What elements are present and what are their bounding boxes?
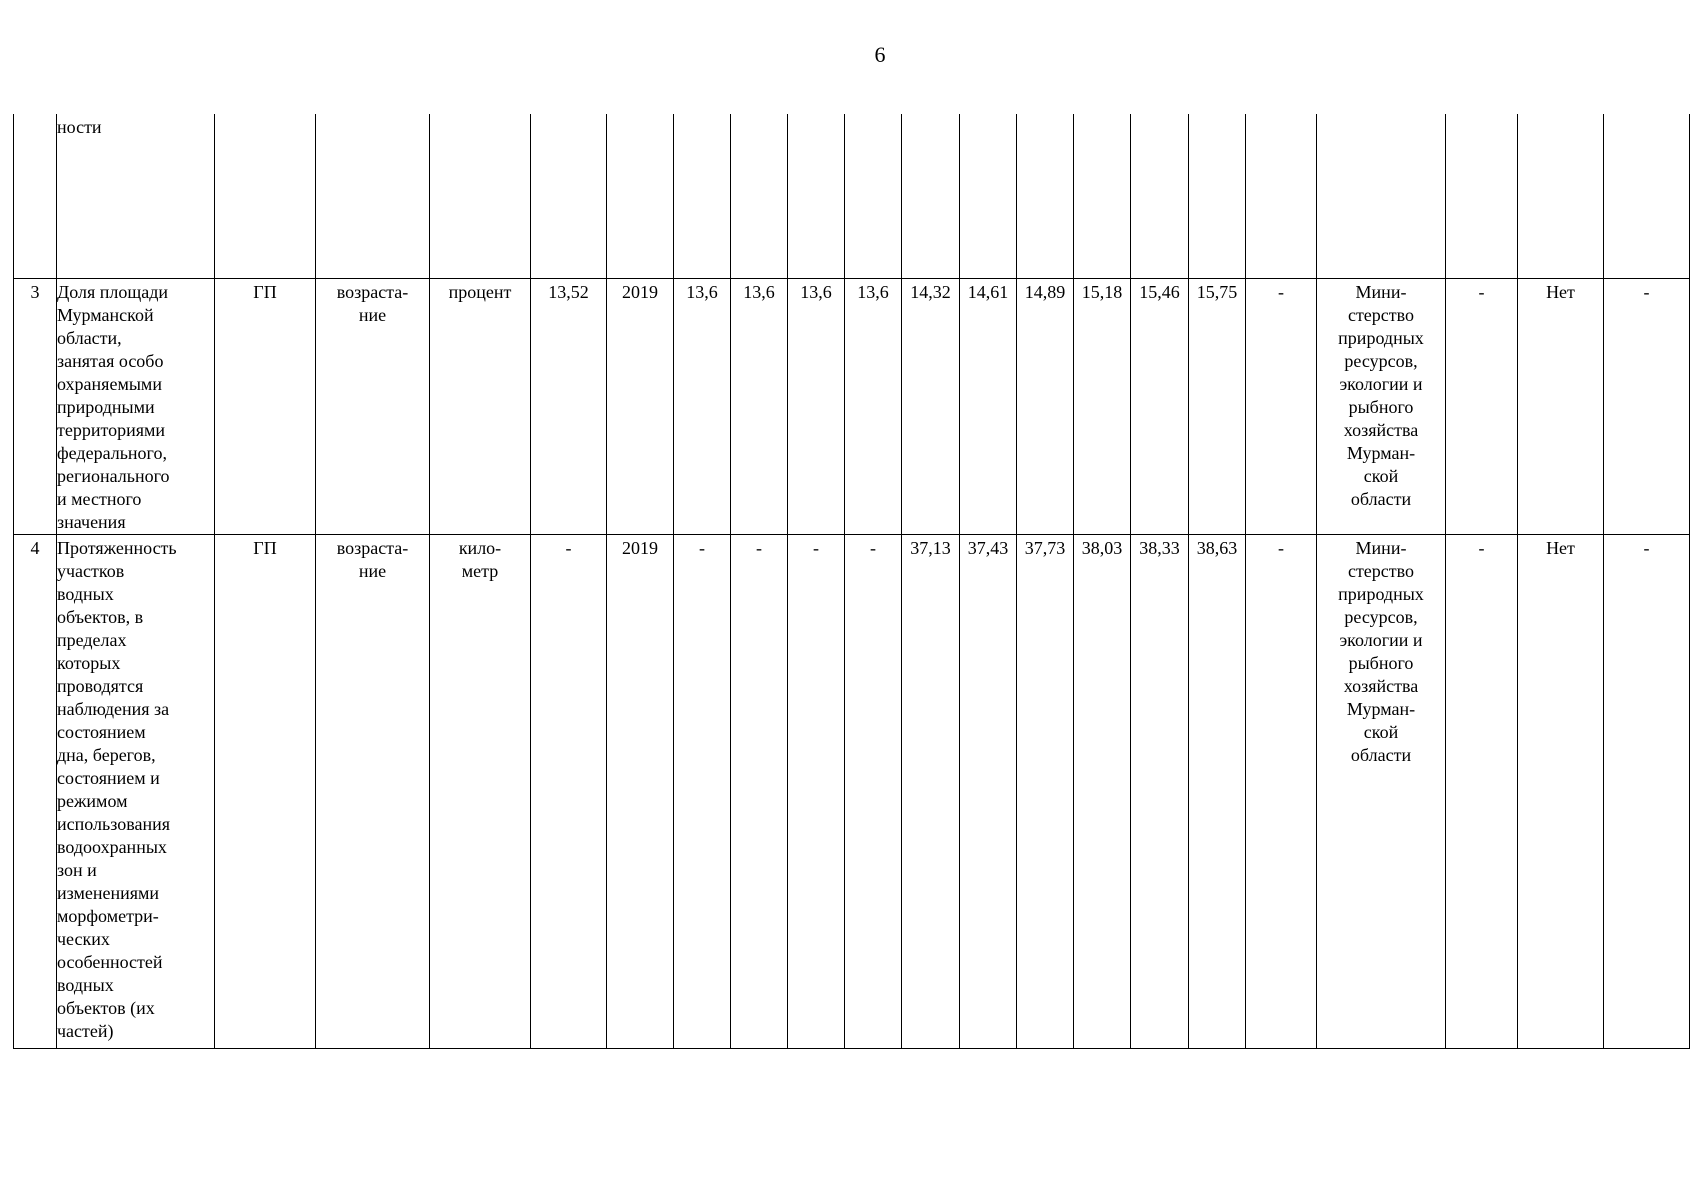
- cell-empty: [1518, 114, 1604, 278]
- cell-value: -: [788, 534, 845, 1048]
- cell-empty: [788, 114, 845, 278]
- cell-empty: [960, 114, 1017, 278]
- cell-value: 14,89: [1017, 278, 1074, 534]
- cell-value: -: [731, 534, 788, 1048]
- cell-base-value: 13,52: [531, 278, 607, 534]
- indicator-name: Доля площади Мурманской области, занятая особо охраняемыми природными территориями федерального, регионального и местного значения: [57, 281, 170, 532]
- trend-text: возраста- ние: [336, 537, 409, 581]
- cell-value: 37,13: [902, 534, 960, 1048]
- table-row: [14, 534, 1690, 1048]
- cell-value: 13,6: [845, 278, 902, 534]
- indicator-name: ности: [57, 117, 102, 137]
- cell-empty: [430, 114, 531, 278]
- cell-empty: [1189, 114, 1246, 278]
- cell-empty: [902, 114, 960, 278]
- cell-value: 15,18: [1074, 278, 1131, 534]
- cell-empty: [674, 114, 731, 278]
- cell-num: 4: [14, 534, 57, 1048]
- cell-value: 14,61: [960, 278, 1017, 534]
- cell-empty: [1446, 114, 1518, 278]
- cell-name: [57, 114, 215, 278]
- cell-responsible: [1317, 278, 1446, 534]
- cell-value: 38,33: [1131, 534, 1189, 1048]
- cell-col17: -: [1246, 534, 1317, 1048]
- cell-value: 37,43: [960, 534, 1017, 1048]
- cell-empty: [845, 114, 902, 278]
- page-number: 6: [874, 42, 886, 67]
- cell-value: 38,63: [1189, 534, 1246, 1048]
- cell-empty: [1131, 114, 1189, 278]
- cell-base-year: 2019: [607, 534, 674, 1048]
- cell-value: 14,32: [902, 278, 960, 534]
- unit-text: процент: [448, 281, 512, 302]
- cell-empty: [215, 114, 316, 278]
- cell-value: 15,46: [1131, 278, 1189, 534]
- cell-value: 38,03: [1074, 534, 1131, 1048]
- cell-col21: -: [1604, 278, 1690, 534]
- cell-col17: -: [1246, 278, 1317, 534]
- trend-text: возраста- ние: [336, 281, 409, 325]
- cell-trend: [316, 534, 430, 1048]
- cell-num: [14, 114, 57, 278]
- table-row: [14, 278, 1690, 534]
- continuation-row: [14, 114, 1690, 278]
- cell-name: [57, 534, 215, 1048]
- cell-empty: [1317, 114, 1446, 278]
- unit-text: кило- метр: [458, 537, 502, 581]
- cell-value: -: [674, 534, 731, 1048]
- cell-empty: [607, 114, 674, 278]
- cell-num: 3: [14, 278, 57, 534]
- cell-col20: Нет: [1518, 278, 1604, 534]
- cell-name: [57, 278, 215, 534]
- indicator-name: Протяженность участков водных объектов, в пределах которых проводятся наблюдения за состоянием дна, берегов, состоянием и режимом использования водоохранных зон и изменениями морфометри- ческих особенностей водных объектов (их частей): [57, 537, 177, 1041]
- cell-source: ГП: [215, 278, 316, 534]
- cell-empty: [731, 114, 788, 278]
- cell-trend: [316, 278, 430, 534]
- cell-source: ГП: [215, 534, 316, 1048]
- cell-value: -: [845, 534, 902, 1048]
- cell-value: 13,6: [731, 278, 788, 534]
- cell-value: 37,73: [1017, 534, 1074, 1048]
- cell-value: 13,6: [788, 278, 845, 534]
- cell-unit: [430, 278, 531, 534]
- responsible-text: Мини- стерство природных ресурсов, экологии и рыбного хозяйства Мурман- ской области: [1338, 537, 1424, 765]
- cell-empty: [531, 114, 607, 278]
- cell-empty: [1017, 114, 1074, 278]
- cell-unit: [430, 534, 531, 1048]
- cell-col19: -: [1446, 534, 1518, 1048]
- cell-empty: [1604, 114, 1690, 278]
- cell-col21: -: [1604, 534, 1690, 1048]
- cell-responsible: [1317, 534, 1446, 1048]
- cell-col20: Нет: [1518, 534, 1604, 1048]
- indicators-table: [13, 114, 1690, 1049]
- cell-base-value: -: [531, 534, 607, 1048]
- responsible-text: Мини- стерство природных ресурсов, экологии и рыбного хозяйства Мурман- ской области: [1338, 281, 1424, 509]
- cell-value: 15,75: [1189, 278, 1246, 534]
- cell-empty: [1074, 114, 1131, 278]
- cell-base-year: 2019: [607, 278, 674, 534]
- cell-col19: -: [1446, 278, 1518, 534]
- cell-empty: [316, 114, 430, 278]
- cell-empty: [1246, 114, 1317, 278]
- cell-value: 13,6: [674, 278, 731, 534]
